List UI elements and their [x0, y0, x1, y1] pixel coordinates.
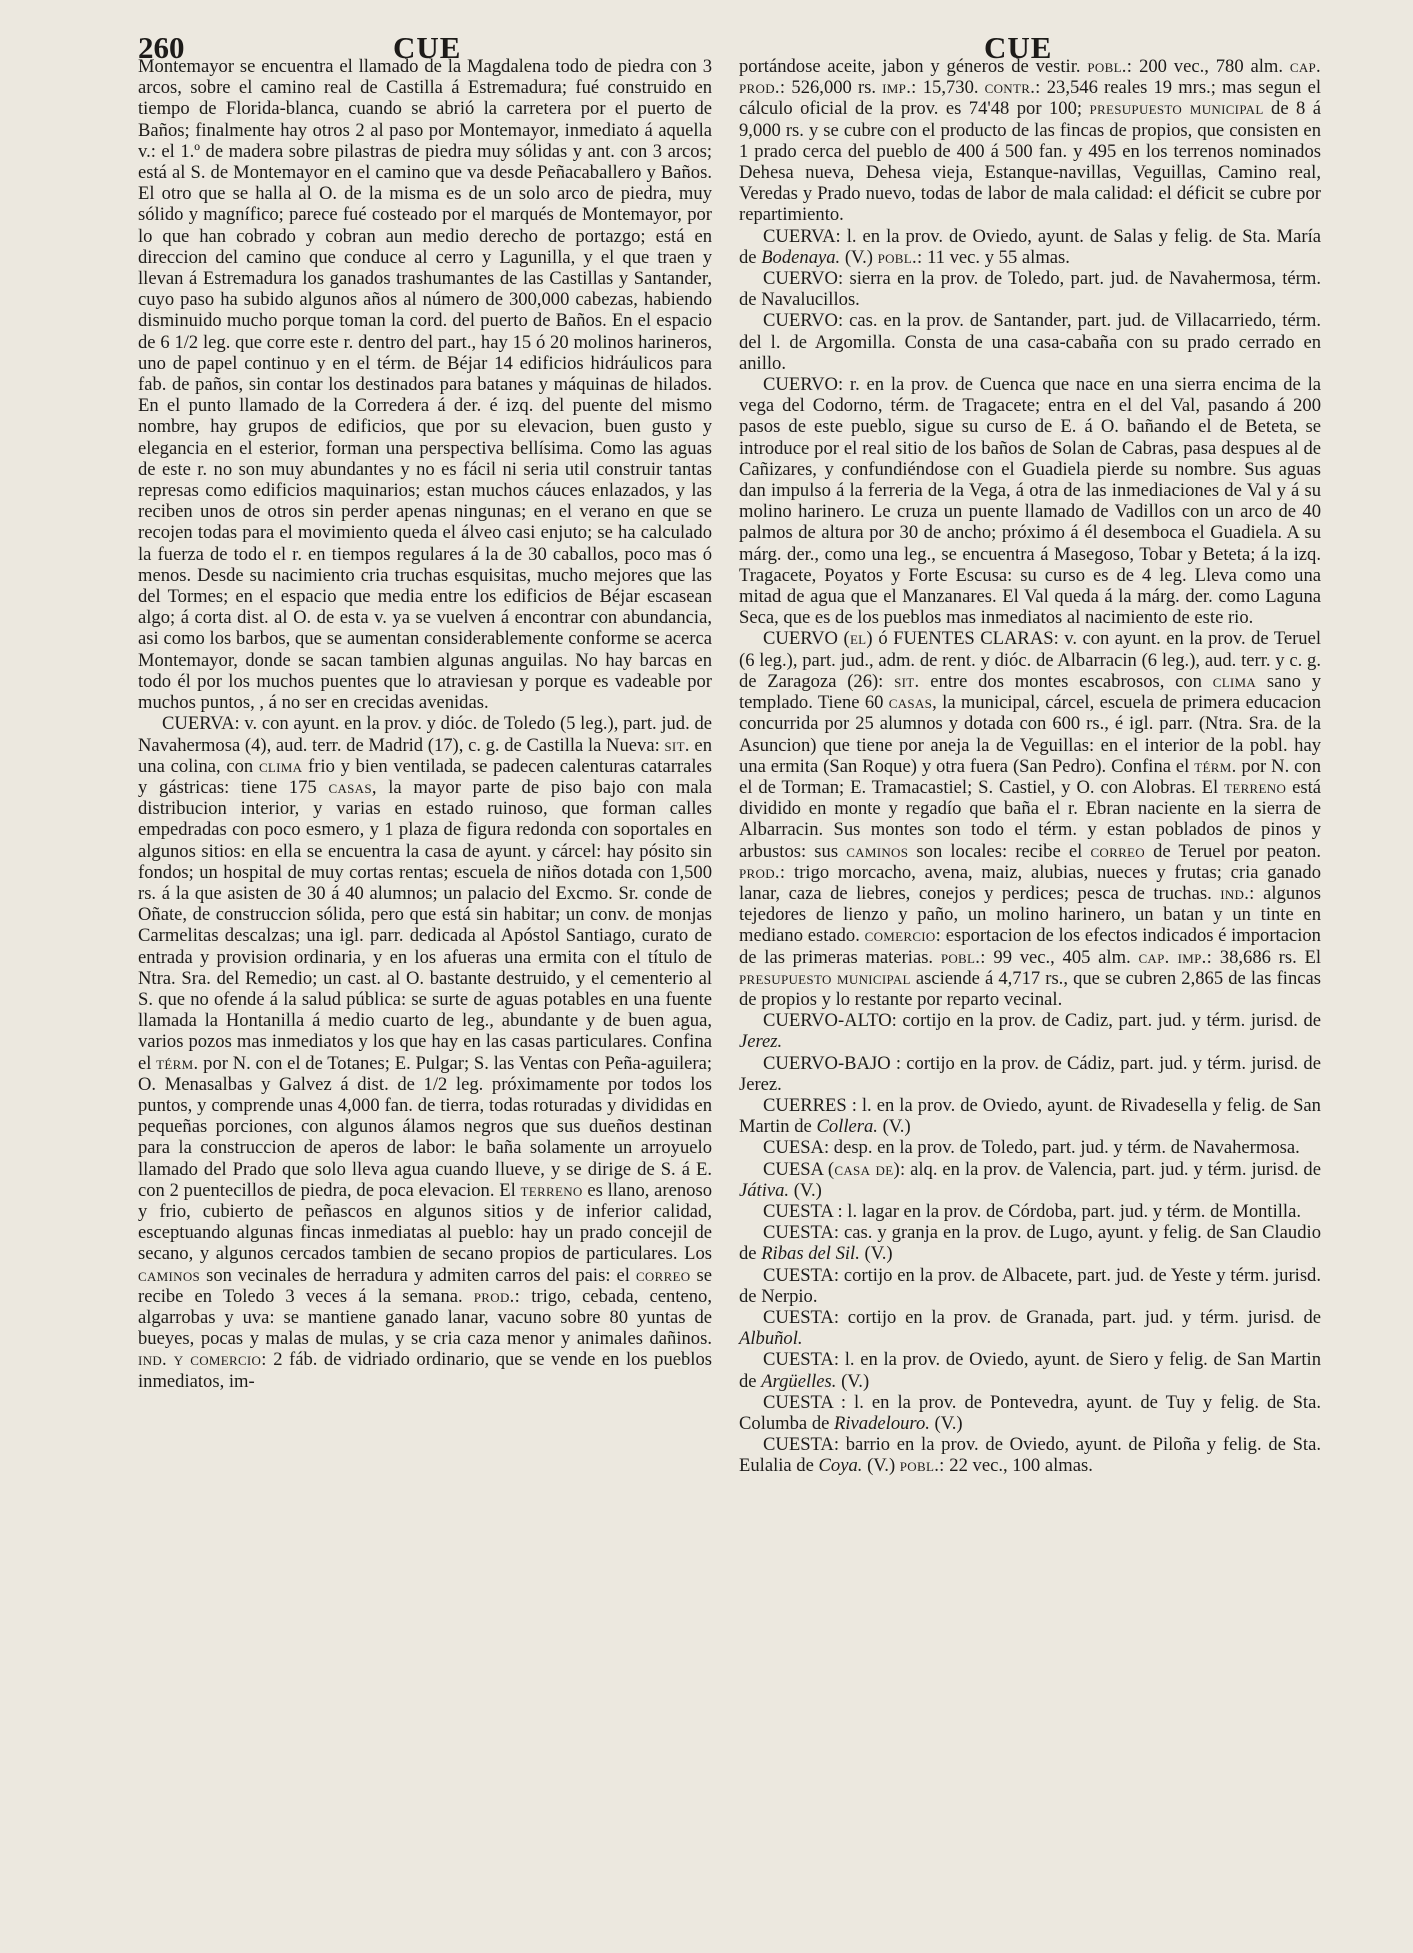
headword: CUERVO [763, 628, 838, 650]
headword: CUERVA: [763, 225, 841, 247]
left-column [138, 56, 712, 1392]
running-head-right: CUE [984, 30, 1053, 65]
entry-cuerva-oviedo: CUERVA: l. en la prov. de Oviedo, ayunt. de Salas y felig. de Sta. María de Bodenaya. (V.) pobl.: 11 vec. y 55 almas. [739, 225, 1321, 268]
headword: CUESA: [763, 1137, 830, 1159]
entry-cuesta-lugo: CUESTA: cas. y granja en la prov. de Lugo, ayunt. y felig. de San Claudio de Ribas del Sil. (V.) [739, 1222, 1321, 1265]
headword: CUERRES : [763, 1094, 857, 1116]
headword: CUESTA: [763, 1306, 839, 1328]
entry-cuervo-sierra: CUERVO: sierra en la prov. de Toledo, part. jud. de Navahermosa, térm. de Navalucillos. [739, 268, 1321, 311]
entry-cuervo-rio: CUERVO: r. en la prov. de Cuenca que nace en una sierra encima de la vega del Codorno, térm. de Tragacete; entra en el del Val, pasando á 200 pasos de este pueblo, sigue su curso de E. á O. bañando el de Beteta, se introduce por el real sitio de los baños de Solan de Cabras, pasa despues al de Cañizares, y confundiéndose con el Guadiela pierde su nombre. Sus aguas dan impulso á la ferreria de la Vega, á otra de las inmediaciones de Val y á su molino harinero. Le cruza un puente llamado de Vadillos con un arco de 40 palmos de altura por 30 de ancho; próximo á él desemboca el Guadiela. A su márg. der., como una leg., se encuentra á Masegoso, Tobar y Beteta; á la izq. Tragacete, Poyatos y Forte Escusa: su curso es de 4 leg. Lleva como una mitad de agua que el Manzanares. El Val queda á la márg. der. como Laguna Seca, que es de los pueblos mas inmediatos al nacimiento de este rio. [739, 374, 1321, 629]
entry-cuesta-pilona: CUESTA: barrio en la prov. de Oviedo, ayunt. de Piloña y felig. de Sta. Eulalia de Coya. (V.) pobl.: 22 vec., 100 almas. [739, 1434, 1321, 1477]
cuerva-continuation: portándose aceite, jabon y géneros de vestir. pobl.: 200 vec., 780 alm. cap. prod.: 526,000 rs. imp.: 15,730. contr.: 23,546 reales 19 mrs.; mas segun el cálculo oficial de la prov. es 74'48 por 100; presupuesto municipal de 8 á 9,000 rs. y se cubre con el producto de las fincas de propios, que consisten en 1 prado cerca del pueblo de 400 á 500 fan. y 495 en los terrenos nominados Dehesa nueva, Dehesa vieja, Estanque-navillas, Veguillas, Camino real, Veredas y Prado nuevo, todas de labor de mala calidad: el déficit se cubre por repartimiento. [739, 56, 1322, 226]
entry-cuervo-santander: CUERVO: cas. en la prov. de Santander, part. jud. de Villacarriedo, térm. del l. de Argomilla. Consta de una casa-cabaña con su prado cerrado en anillo. [739, 310, 1321, 374]
entry-cuesta-granada: CUESTA: cortijo en la prov. de Granada, part. jud. y térm. jurisd. de Albuñol. [739, 1306, 1321, 1350]
headword: CUERVO: [763, 310, 844, 332]
entry-cuesta-albacete: CUESTA: cortijo en la prov. de Albacete, part. jud. de Yeste y térm. jurisd. de Nerpio. [739, 1264, 1321, 1307]
headword: CUERVO: [763, 268, 844, 290]
entry-cuesta-cordoba: CUESTA : l. lagar en la prov. de Córdoba, part. jud. y térm. de Montilla. [763, 1200, 1301, 1222]
entry-cuesa-valencia: CUESA (casa de): alq. en la prov. de Valencia, part. jud. y térm. jurisd. de Játiva. (V.) [739, 1158, 1321, 1201]
running-head-left: CUE [393, 30, 462, 65]
right-column [739, 56, 1321, 1477]
entry-cuervo-fuentes-claras: CUERVO (el) ó FUENTES CLARAS: v. con ayunt. en la prov. de Teruel (6 leg.), part. jud., adm. de rent. y dióc. de Albarracin (6 leg.), aud. terr. y c. g. de Zaragoza (26): sit. entre dos montes escabrosos, con clima sano y templado. Tiene 60 casas, la municipal, cárcel, escuela de primera educacion concurrida por 25 alumnos y dotada con 600 rs., é igl. parr. (Ntra. Sra. de la Asuncion) que tiene por aneja la de Veguillas: en el interior de la pobl. hay una ermita (San Roque) y otra fuera (San Pedro). Confina el térm. por N. con el de Torman; E. Tramacastiel; S. Castiel, y O. con Alobras. El terreno está dividido en monte y regadío que baña el r. Ebran naciente en la sierra de Albarracin. Sus montes son todo el térm. y estan poblados de pinos y arbustos: sus caminos son locales: recibe el correo de Teruel por peaton. prod.: trigo morcacho, avena, maiz, alubias, nueces y frutas; cria ganado lanar, caza de liebres, conejos y perdices; pesca de truchas. ind.: algunos tejedores de lienzo y paño, un molino harinero, un batan y un tinte en mediano estado. comercio: esportacion de los efectos indicados é importacion de las primeras materias. pobl.: 99 vec., 405 alm. cap. imp.: 38,686 rs. El presupuesto municipal asciende á 4,717 rs., que se cubren 2,865 de las fincas de propios y lo restante por reparto vecinal. [739, 628, 1321, 1010]
headword: CUERVO-BAJO : [763, 1052, 902, 1074]
headword: CUESTA: [763, 1264, 839, 1286]
entry-cuervo-bajo: CUERVO-BAJO : cortijo en la prov. de Cádiz, part. jud. y térm. jurisd. de Jerez. [739, 1052, 1321, 1095]
entry-cuerva-toledo: CUERVA: v. con ayunt. en la prov. y dióc. de Toledo (5 leg.), part. jud. de Navahermosa (4), aud. terr. de Madrid (17), c. g. de Castilla la Nueva: sit. en una colina, con clima frio y bien ventilada, se padecen calenturas catarrales y gástricas: tiene 175 casas, la mayor parte de piso bajo con mala distribucion interior, y varias en estado ruinoso, que forman calles empedradas con poco esmero, y 1 plaza de figura redonda con soportales en algunos sitios: en ella se encuentra la casa de ayunt. y cárcel: hay pósito sin fondos; un hospital de muy cortas rentas; escuela de niños dotada con 1,500 rs. á la que asisten de 30 á 40 alumnos; un palacio del Excmo. Sr. conde de Oñate, de construccion sólida, pero que está sin habitar; un conv. de monjas Carmelitas descalzas; una igl. parr. dedicada al Apóstol Santiago, curato de entrada y provision ordinaria, y en los afueras una ermita con el título de Ntra. Sra. del Remedio; un cast. al O. bastante destruido, y el cementerio al S. que no ofende á la salud pública: se surte de aguas potables en una fuente llamada la Hontanilla á medio cuarto de leg., abundante y de buen agua, varios pozos mas inmediatos y los que hay en las casas particulares. Confina el térm. por N. con el de Totanes; E. Pulgar; S. las Ventas con Peña-aguilera; O. Menasalbas y Galvez á dist. de 1/2 leg. próximamente por todos los puntos, y comprende unas 4,000 fan. de tierra, todas roturadas y divididas en pequeñas porciones, con algunos álamos negros que sus dueños destinan para la construccion de aperos de labor: le baña solamente un arroyuelo llamado del Prado que solo lleva agua cuando llueve, y se dirige de S. á E. con 2 puentecillos de piedra, de poca elevacion. El terreno es llano, arenoso y frio, cubierto de peñascos en algunos sitios y de inferior calidad, esceptuando algunas fincas inmediatas al pueblo: hay un prado concejil de secano, y algunos cercados tambien de secano propios de particulares. Los caminos son vecinales de herradura y admiten carros del pais: el correo se recibe en Toledo 3 veces á la semana. prod.: trigo, cebada, centeno, algarrobas y uva: se mantiene ganado lanar, vacuno sobre 80 yuntas de bueyes, pocas y malas de mulas, y se cria caza menor y animales dañinos. ind. y comercio: 2 fáb. de vidriado ordinario, que se vende en los pueblos inmediatos, im- [138, 713, 713, 1392]
entry-cuerres: CUERRES : l. en la prov. de Oviedo, ayunt. de Rivadesella y felig. de San Martin de Collera. (V.) [739, 1094, 1321, 1138]
entry-cuervo-alto: CUERVO-ALTO: cortijo en la prov. de Cadiz, part. jud. y térm. jurisd. de Jerez. [739, 1010, 1321, 1053]
headword: CUESTA : [763, 1391, 846, 1413]
page-number: 260 [138, 30, 185, 65]
headword: CUERVO-ALTO: [763, 1010, 897, 1032]
headword: CUESTA : [763, 1200, 843, 1222]
headword: CUERVO: [763, 374, 844, 396]
headword: CUESTA: [763, 1349, 839, 1371]
headword: CUESTA: [763, 1222, 839, 1244]
entry-cuesa-toledo: CUESA: desp. en la prov. de Toledo, part. jud. y térm. de Navahermosa. [763, 1137, 1300, 1159]
headword: CUESA [763, 1158, 823, 1180]
headword: CUESTA: [763, 1434, 839, 1456]
headword: CUERVA: [162, 713, 240, 735]
montemayor-continuation: Montemayor se encuentra el llamado de la Magdalena todo de piedra con 3 arcos, sobre el camino real de Castilla á Estremadura; fué construido en tiempo de Florida-blanca, cuando se abrió la carretera por el puerto de Baños; finalmente hay otros 2 al paso por Montemayor, inmediato á aquella v.: el 1.º de madera sobre pilastras de piedra muy sólidas y ant. con 3 arcos; está al S. de Montemayor en el camino que va desde Peñacaballero y Baños. El otro que se halla al O. de la misma es de un solo arco de piedra, muy sólido y magnífico; parece fué costeado por el marqués de Montemayor, por lo que han cobrado y cobran aun medio derecho de portazgo; está en direccion del camino que conduce al cerro y Lagunilla, y el que traen y llevan á Estremadura los ganados trashumantes de las Castillas y Santander, cuyo paso ha subido algunos años al número de 300,000 cabezas, habiendo disminuido mucho porque toman la cord. del puerto de Baños. En el espacio de 6 1/2 leg. que corre este r. dentro del part., hay 15 ó 20 molinos harineros, uno de papel continuo y en el térm. de Béjar 14 edificios hidráulicos para fab. de paños, sin contar los destinados para batanes y máquinas de hilados. En el punto llamado de la Corredera á der. é izq. del puente del mismo nombre, hay grupos de edificios, que por su elevacion, buen gusto y elegancia en el esterior, forman una perspectiva bellísima. Como las aguas de este r. no son muy abundantes y no es fácil ni seria util construir tantas represas como edificios maquinarios; estan muchos cáuces enlazados, y las reciben unos de otros sin perder apenas ningunas; en el verano en que se recojen todas para el movimiento queda el álveo casi enjuto; se ha calculado la fuerza de todo el r. en tiempos regulares á la de 30 caballos, poco mas ó menos. Desde su nacimiento cria truchas esquisitas, mucho mejores que las del Tormes; en el espacio que media entre los edificios de Béjar escasean algo; á corta dist. al O. de esta v. ya se vuelven á encontrar con abundancia, asi como los barbos, que se aumentan considerablemente conforme se acerca Montemayor, donde se sacan tambien algunas anguilas. No hay barcas en todo él por los muchos puentes que lo atraviesan y porque es vadeable por muchos puntos, , á no ser en crecidas avenidas. [138, 56, 712, 714]
entry-cuesta-pontevedra: CUESTA : l. en la prov. de Pontevedra, ayunt. de Tuy y felig. de Sta. Columba de Rivadelouro. (V.) [739, 1391, 1321, 1434]
entry-cuesta-siero: CUESTA: l. en la prov. de Oviedo, ayunt. de Siero y felig. de San Martin de Argüelles. (V.) [739, 1349, 1321, 1392]
